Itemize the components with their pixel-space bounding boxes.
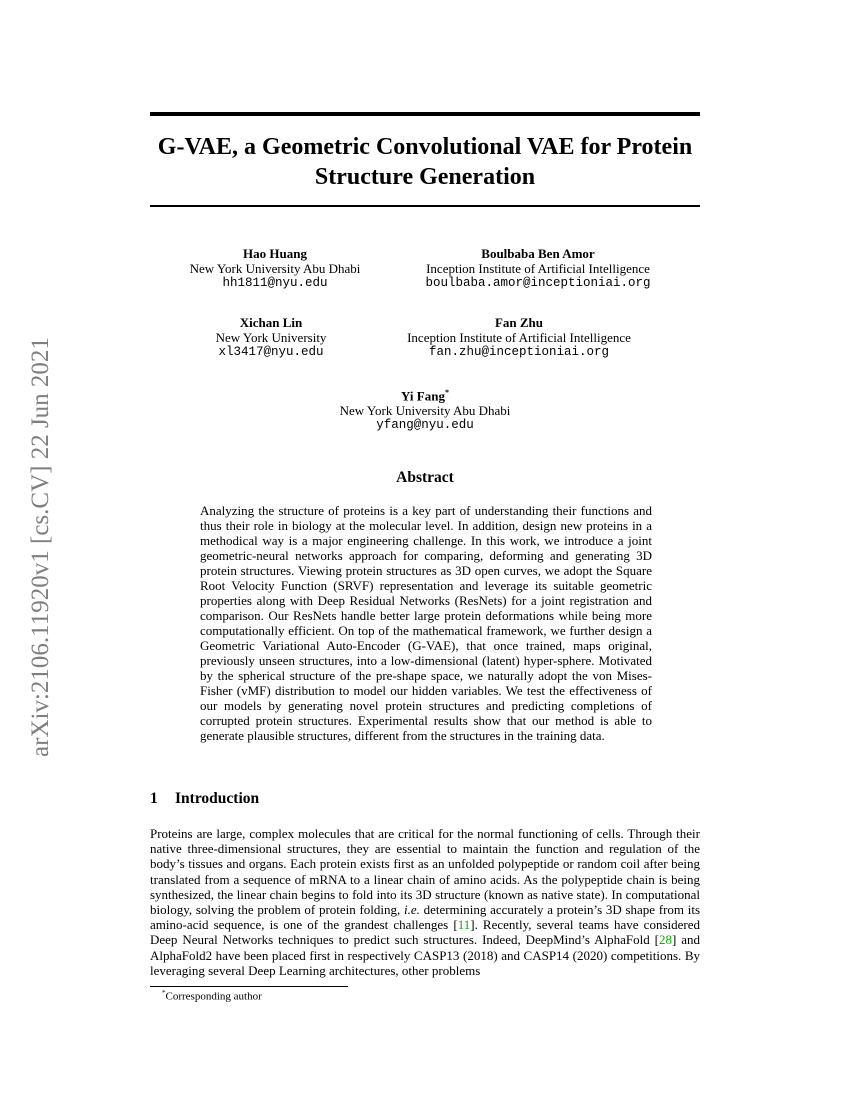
- title-bottom-rule: [150, 205, 700, 207]
- abstract-heading: Abstract: [396, 469, 454, 486]
- footnote-text: Corresponding author: [165, 990, 262, 1003]
- citation-link[interactable]: 28: [658, 932, 672, 948]
- footnote-rule: [150, 986, 348, 987]
- author-name: Boulbaba Ben Amor: [481, 246, 595, 261]
- citation-link[interactable]: 11: [457, 917, 471, 933]
- author-email[interactable]: yfang@nyu.edu: [376, 418, 474, 433]
- paper-title: G-VAE, a Geometric Convolutional VAE for Protein Structure Generation: [157, 134, 693, 190]
- author-name: Xichan Lin: [239, 315, 303, 330]
- author-name: Hao Huang: [243, 246, 307, 261]
- author-block: [275, 385, 575, 433]
- footnote-mark: *: [162, 989, 166, 997]
- footnote: [162, 989, 262, 1003]
- title-top-rule: [150, 112, 700, 116]
- author-affiliation: Inception Institute of Artificial Intelligence: [426, 261, 650, 276]
- author-affiliation: New York University: [215, 330, 327, 345]
- author-email[interactable]: boulbaba.amor@inceptioniai.org: [425, 276, 651, 290]
- author-block: [369, 315, 669, 360]
- intro-text: determining accurately a protein’s 3D shape from its amino-acid sequence, is one of the grandest challenges [: [150, 902, 700, 933]
- intro-text: ] and AlphaFold2 have been placed first in respectively CASP13 (2018) and CASP14 (2020) competitions. By leveraging several Deep Learning architectures, other problems: [150, 932, 701, 978]
- author-name: Fan Zhu: [494, 315, 544, 330]
- author-block: [125, 246, 425, 291]
- introduction-paragraph: [150, 826, 700, 978]
- author-affiliation: New York University Abu Dhabi: [339, 403, 511, 419]
- intro-text: Proteins are large, complex molecules that are critical for the normal functioning of cells. Through their native three-dimensional structures, they are essential to maintain the function and regulation of the body’s tissues and organs. Each protein exists first as an unfolded polypeptide or random coil after being translated from a sequence of mRNA to a linear chain of amino acids. As the polypeptide chain is being synthesized, the linear chain begins to fold into its 3D structure (known as native state). In computational biology, solving the problem of protein folding,: [150, 826, 700, 918]
- section-number: 1: [150, 790, 158, 807]
- author-affiliation: New York University Abu Dhabi: [189, 261, 361, 276]
- author-affiliation: Inception Institute of Artificial Intelligence: [407, 330, 631, 345]
- corresponding-author-mark: *: [444, 388, 449, 397]
- author-email[interactable]: xl3417@nyu.edu: [218, 345, 324, 359]
- author-name-line: [275, 385, 575, 403]
- intro-text: ]. Recently, several teams have considered Deep Neural Networks techniques to predict such structures. Indeed, DeepMind’s AlphaFold [: [150, 917, 700, 948]
- intro-emphasis: i.e.: [403, 902, 420, 918]
- arxiv-identifier-text: arXiv:2106.11920v1 [cs.CV] 22 Jun 2021: [27, 337, 54, 757]
- author-email[interactable]: fan.zhu@inceptioniai.org: [428, 345, 610, 359]
- author-block: [388, 246, 688, 291]
- author-email[interactable]: hh1811@nyu.edu: [222, 276, 328, 290]
- section-heading: [150, 790, 259, 808]
- abstract-text: Analyzing the structure of proteins is a key part of understanding their functions and thus their role in biology at the molecular level. In addition, design new proteins in a methodical way is a major engineering challenge. In this work, we introduce a joint geometric-neural networks approach for comparing, deforming and generating 3D protein structures. Viewing protein structures as 3D open curves, we adopt the Square Root Velocity Function (SRVF) representation and leverage its suitable geometric properties along with Deep Residual Networks (ResNets) for a joint registration and comparison. Our ResNets handle better large protein deformations while being more computationally efficient. On top of the mathematical framework, we further design a Geometric Variational Auto-Encoder (G-VAE), that once trained, maps original, previously unseen structures, into a low-dimensional (latent) hyper-sphere. Motivated by the spherical structure of the pre-shape space, we naturally adopt the von Mises-Fisher (vMF) distribution to model our hidden variables. We test the effectiveness of our models by generating novel protein structures and predicting completions of corrupted protein structures. Experimental results show that our method is able to generate plausible structures, different from the structures in the training data.: [200, 503, 652, 743]
- section-title: Introduction: [175, 790, 260, 807]
- author-name: Yi Fang: [401, 388, 445, 404]
- arxiv-identifier-stamp: [19, 302, 63, 792]
